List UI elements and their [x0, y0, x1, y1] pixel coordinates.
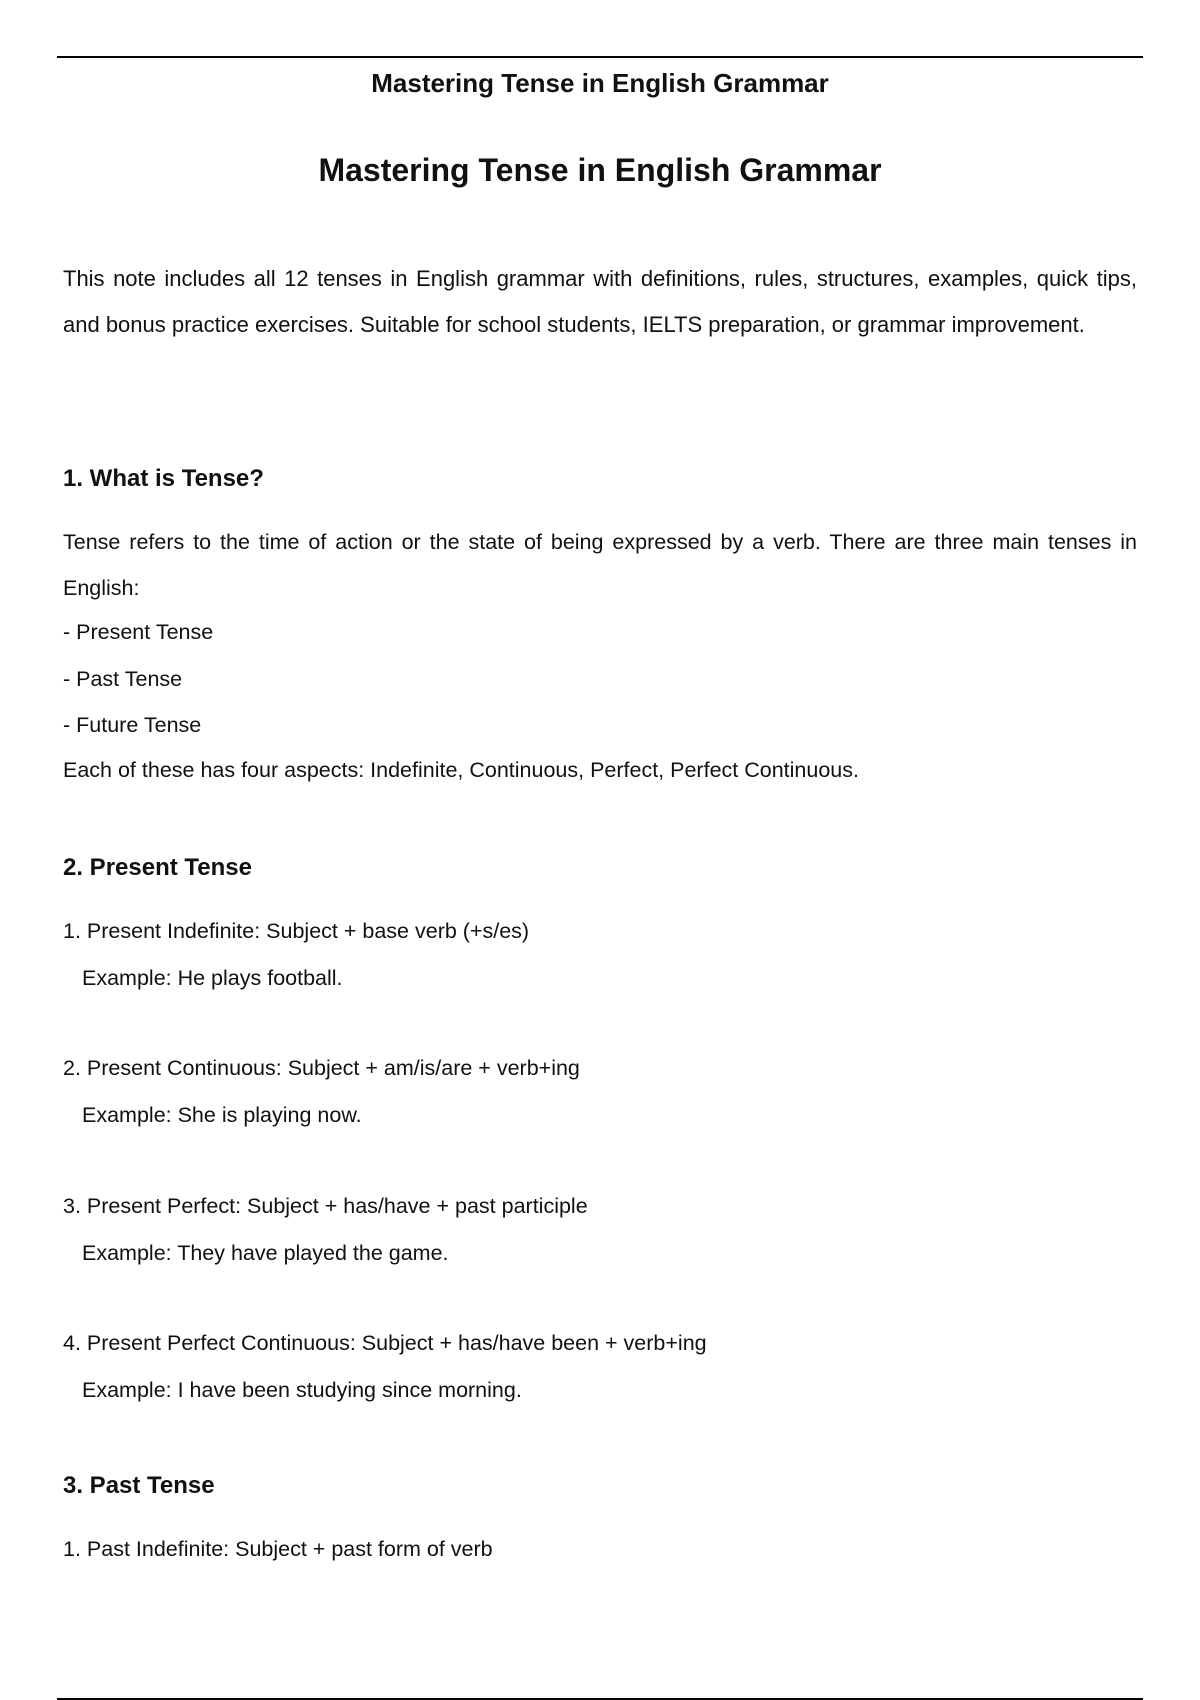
- section-body: Tense refers to the time of action or the state of being expressed by a verb. There are three main tenses in English:: [63, 530, 1137, 600]
- intro-paragraph: This note includes all 12 tenses in English grammar with definitions, rules, structures, examples, quick tips, and bonus practice exercises. Suitable for school students, IELTS preparation, or grammar improvement.: [63, 266, 1137, 337]
- rule-line: 3. Present Perfect: Subject + has/have + past participle: [63, 1194, 588, 1218]
- example-line: Example: They have played the game.: [82, 1241, 449, 1265]
- header-rule: [57, 56, 1143, 58]
- example-line: Example: I have been studying since morning.: [82, 1378, 522, 1402]
- section-heading-what-is-tense: 1. What is Tense?: [63, 465, 264, 492]
- rule-line: 1. Past Indefinite: Subject + past form of verb: [63, 1537, 493, 1561]
- rule-line: 1. Present Indefinite: Subject + base verb (+s/es): [63, 919, 530, 943]
- example-line: Example: She is playing now.: [82, 1103, 362, 1127]
- list-item: - Future Tense: [63, 713, 202, 737]
- section-note: Each of these has four aspects: Indefinite, Continuous, Perfect, Perfect Continuous.: [63, 758, 859, 782]
- section-heading-past-tense: 3. Past Tense: [63, 1472, 215, 1499]
- rule-line: 4. Present Perfect Continuous: Subject + has/have been + verb+ing: [63, 1331, 707, 1355]
- running-header: Mastering Tense in English Grammar: [371, 68, 829, 98]
- rule-line: 2. Present Continuous: Subject + am/is/are + verb+ing: [63, 1056, 580, 1080]
- section-heading-present-tense: 2. Present Tense: [63, 854, 252, 881]
- example-line: Example: He plays football.: [82, 966, 343, 990]
- document-title: Mastering Tense in English Grammar: [318, 152, 882, 188]
- list-item: - Past Tense: [63, 667, 183, 691]
- list-item: - Present Tense: [63, 620, 214, 644]
